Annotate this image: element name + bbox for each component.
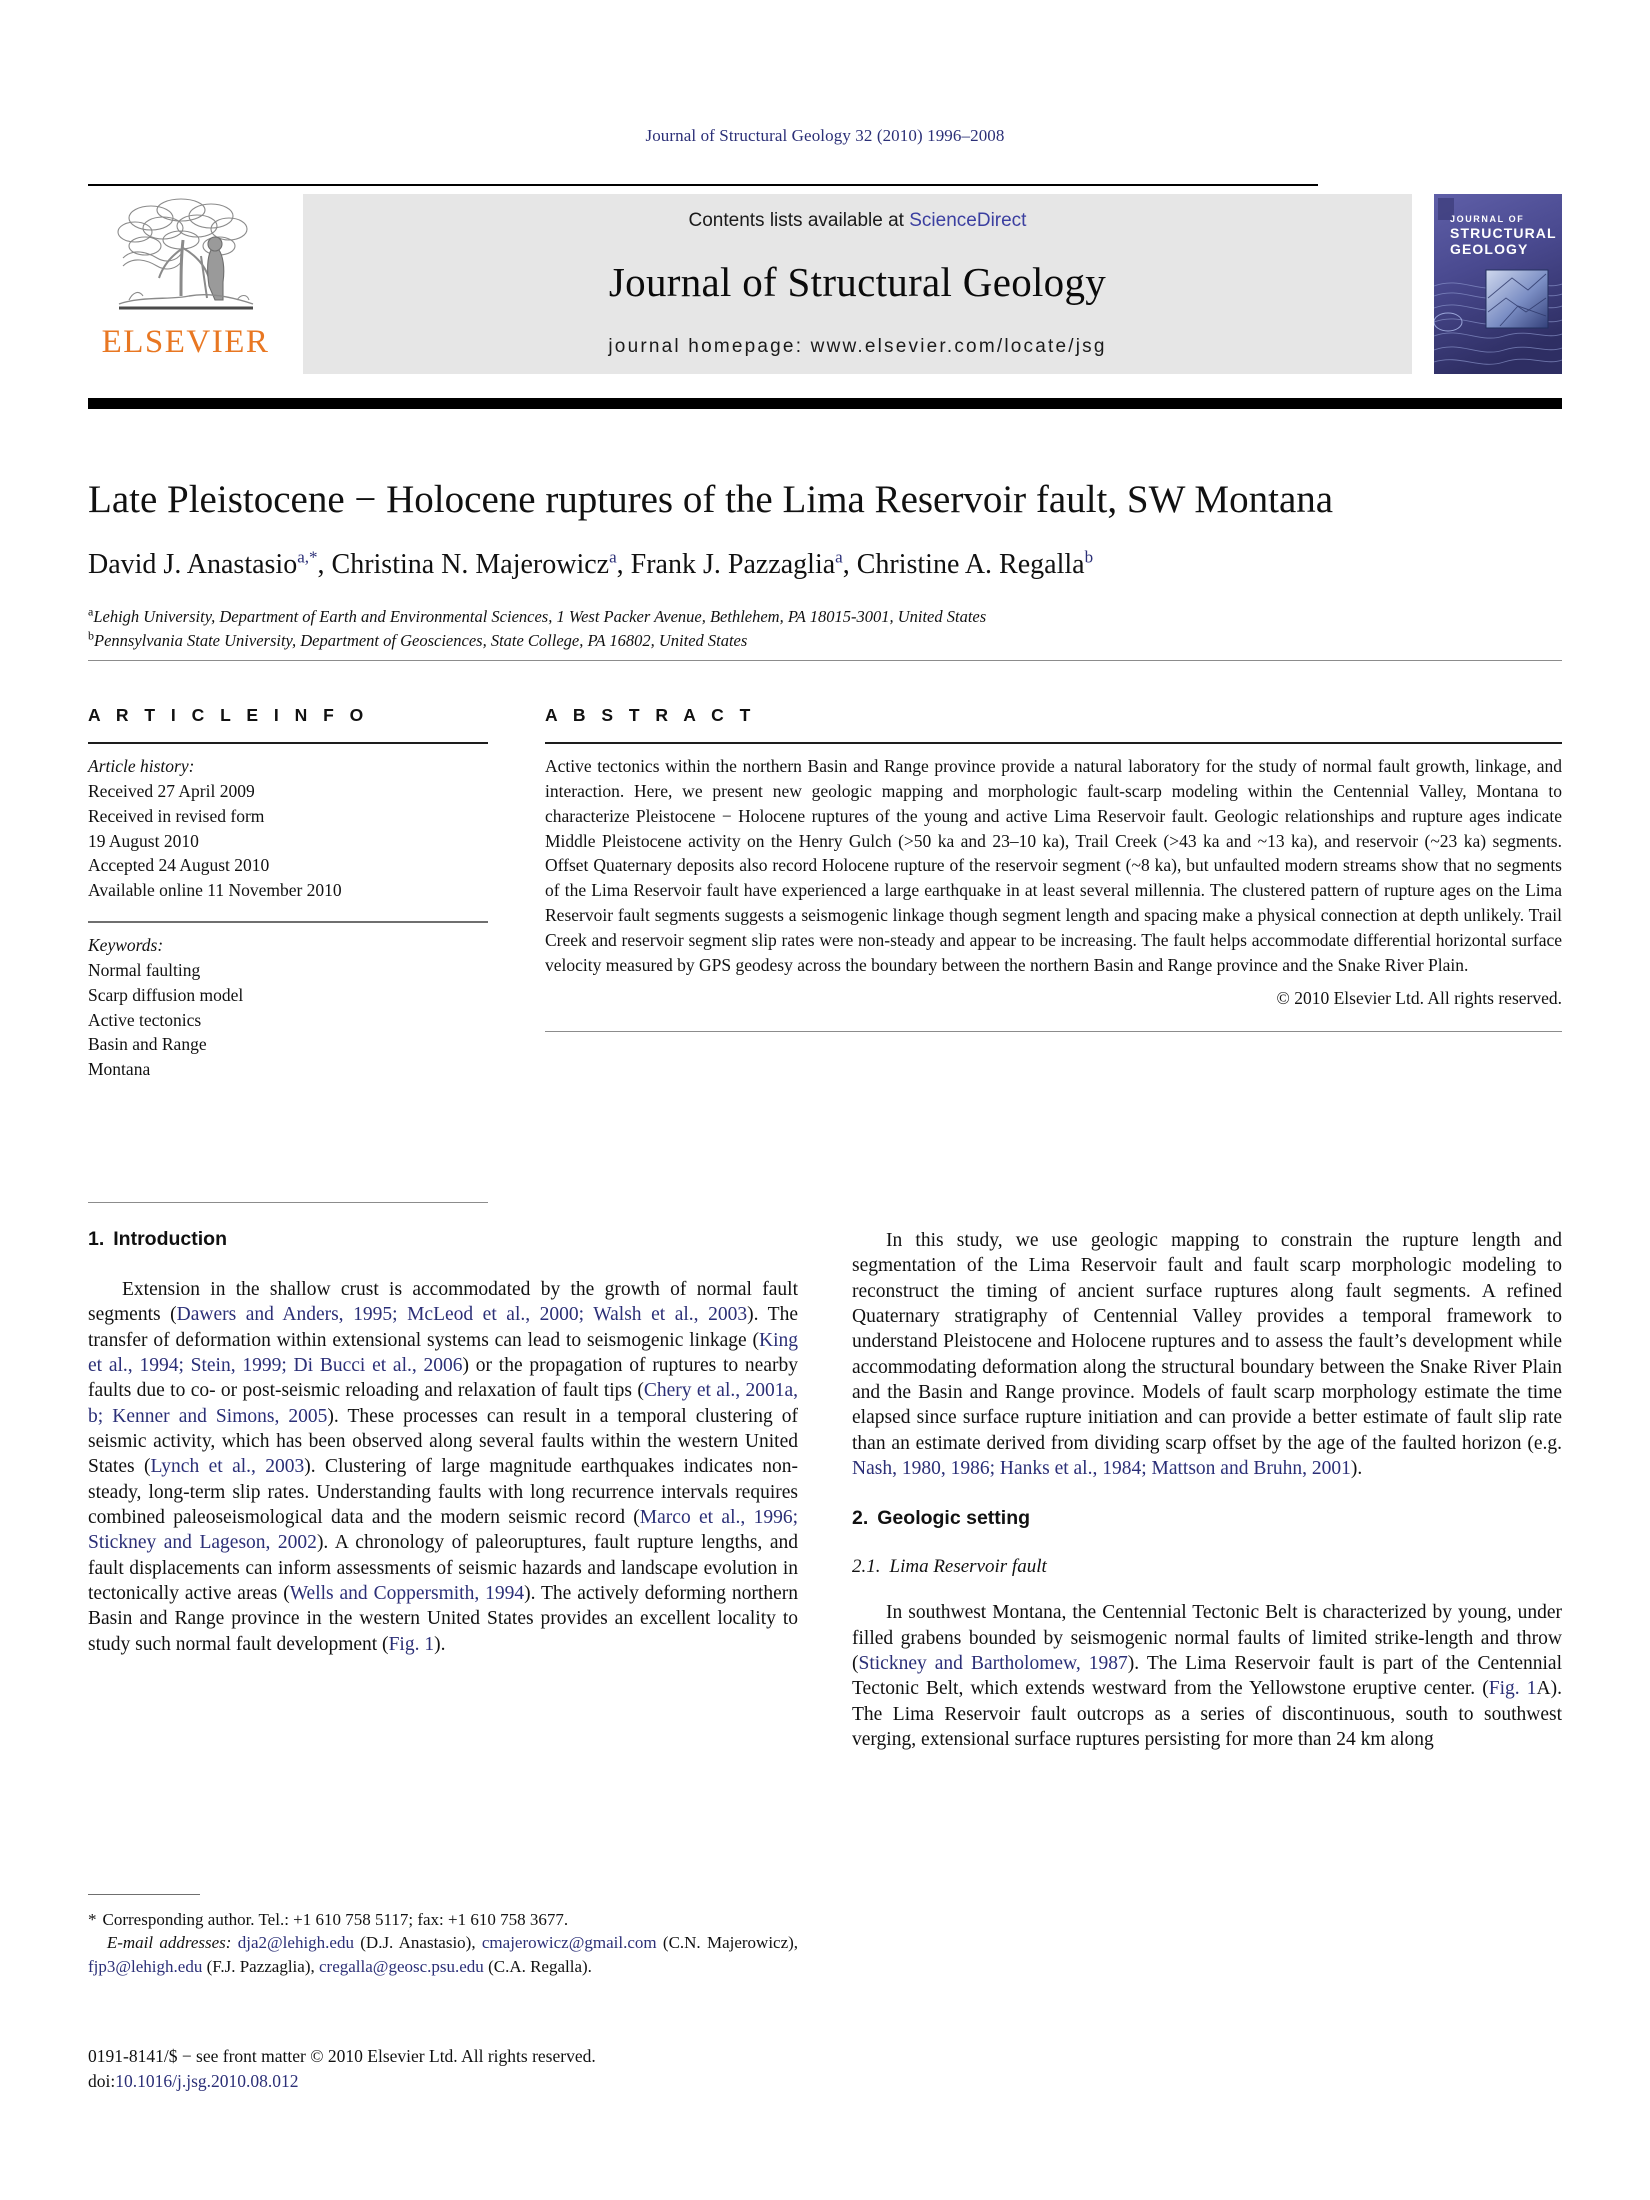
keywords <box>88 933 488 1082</box>
corresponding-author-note <box>88 1908 798 1931</box>
author-4: Christine A. Regalla$^b$ <box>856 547 1094 580</box>
keyword-2: Scarp diffusion model <box>88 984 244 1005</box>
intro-paragraph-1: Extension in the shallow crust is accommodated by the growth of normal fault segments (Dawers and Anders, 1995; McLeod et al., 2000; Walsh et al., 2003). The transfer of deformation within extensional systems can lead to seismogenic linkage (King et al., 1994; Stein, 1999; Di Bucci et al., 2006) or the propagation of ruptures to nearby faults due to co- or post-seismic reloading and relaxation of fault tips (Chery et al., 2001a, b; Kenner and Simons, 2005). These processes can result in a temporal clustering of seismic activity, which has been observed along several faults within the western United States (Lynch et al., 2003). Clustering of large magnitude earthquakes indicates non-steady, long-term slip rates. Understanding faults with long recurrence intervals requires combined paleoseismological data and the modern seismic record (Marco et al., 1996; Stickney and Lageson, 2002). A chronology of paleoruptures, fault rupture lengths, and fault displacements can inform assessments of seismic hazards and landscape evolution in tectonically active areas (Wells and Coppersmith, 1994). The actively deforming northern Basin and Range province in the western United States provides an excellent locality to study such normal fault development (Fig. 1). <box>88 1279 799 1655</box>
keyword-4: Basin and Range <box>88 1034 207 1055</box>
geologic-setting-paragraph-1: In southwest Montana, the Centennial Tectonic Belt is characterized by young, under filled grabens bounded by seismogenic normal faults of limited strike-length and throw (Stickney and Bartholomew, 1987). The Lima Reservoir fault is part of the Centennial Tectonic Belt, which extends westward from the Yellowstone eruptive center. (Fig. 1A). The Lima Reservoir fault outcrops as a series of discontinuous, south to southwest verging, extensional surface ruptures persisting for more than 24 km along <box>852 1602 1562 1751</box>
article-info-rule-mid <box>88 921 488 923</box>
section-heading-introduction <box>88 1228 798 1251</box>
subsection-title-2-1: Lima Reservoir fault <box>889 1556 1047 1578</box>
author-2: Christina N. Majerowicz$^a$ <box>331 547 617 580</box>
author-1: David J. Anastasio$^{a,*}$ <box>88 547 318 580</box>
front-matter-block <box>88 2044 798 2094</box>
footnote-block <box>88 1894 798 1978</box>
abstract-block <box>545 705 1562 1032</box>
issn-front-matter: 0191-8141/$ − see front matter © 2010 Elsevier Ltd. All rights reserved. <box>88 2046 596 2066</box>
corresponding-author-text: Corresponding author. Tel.: +1 610 758 5117; fax: +1 610 758 3677. <box>102 1910 569 1929</box>
author-4-affil-marker: b <box>1084 547 1094 567</box>
email-addresses-note <box>88 1931 798 1978</box>
article-info-heading: A R T I C L E I N F O <box>88 705 369 725</box>
contents-line <box>689 210 1027 232</box>
history-received: Received 27 April 2009 <box>88 780 255 801</box>
abstract-copyright: © 2010 Elsevier Ltd. All rights reserved. <box>1276 987 1562 1008</box>
journal-homepage-link[interactable]: journal homepage: www.elsevier.com/locate/jsg <box>608 336 1107 357</box>
history-revised-date: 19 August 2010 <box>88 830 199 851</box>
body-column-left <box>88 1228 798 1677</box>
email-4-owner: (C.A. Regalla). <box>488 1956 592 1976</box>
footnote-star: * <box>88 1910 97 1929</box>
article-info-block <box>88 705 488 1203</box>
abstract-rule-top <box>545 742 1562 744</box>
journal-banner <box>303 194 1412 374</box>
citation-link[interactable]: Nash, 1980, 1986; Hanks et al., 1984; Mattson and Bruhn, 2001 <box>852 1458 1351 1480</box>
elsevier-wordmark: ELSEVIER <box>101 324 270 360</box>
section-title-2: Geologic setting <box>877 1507 1031 1530</box>
journal-title: Journal of Structural Geology <box>608 259 1107 305</box>
cover-title-line1: JOURNAL OF <box>1450 214 1525 224</box>
section-title-1: Introduction <box>113 1228 227 1250</box>
elsevier-tree-icon <box>111 196 261 324</box>
article-info-rule-top <box>88 742 488 744</box>
email-3-owner: (F.J. Pazzaglia), <box>206 1956 315 1976</box>
history-accepted: Accepted 24 August 2010 <box>88 855 270 876</box>
email-4[interactable]: cregalla@geosc.psu.edu <box>319 1956 484 1976</box>
citation-link[interactable]: Dawers and Anders, 1995; McLeod et al., 2000; Walsh et al., 2003 <box>176 1304 748 1326</box>
doi-label: doi: <box>88 2070 116 2091</box>
abstract-heading: A B S T R A C T <box>545 705 756 725</box>
masthead-top-rule <box>88 184 1318 186</box>
abstract-rule-bottom <box>545 1031 1562 1032</box>
citation-link[interactable]: King et al., 1994; Stein, 1999; Di Bucci et al., 2006 <box>88 1329 798 1377</box>
footnote-rule <box>88 1894 200 1895</box>
intro-paragraph-2: In this study, we use geologic mapping to constrain the rupture length and segmentation of the Lima Reservoir fault and fault scarp morphologic modeling to reconstruct the timing of ancient surface ruptures along fault segments. A refined Quaternary stratigraphy of Centennial Valley provides a temporal framework to understand Pleistocene and Holocene ruptures and to assess the fault’s development while accommodating deformation along the structural boundary between the Snake River Plain and the Basin and Range province. Models of fault scarp morphology estimate the time elapsed since surface rupture initiation and can provide a better estimate of fault slip rate than an estimate derived from dividing scarp offset by the age of the faulted horizon (e.g. Nash, 1980, 1986; Hanks et al., 1984; Mattson and Bruhn, 2001). <box>852 1230 1562 1480</box>
abstract-text: Active tectonics within the northern Basin and Range province provide a natural laboratory for the study of normal fault growth, linkage, and interaction. Here, we present new geologic mapping and morphologic fault-scarp modeling within the Centennial Valley, Montana to characterize Pleistocene − Holocene ruptures of the young and active Lima Reservoir fault. Geologic relationships and rupture ages indicate Middle Pleistocene activity on the Henry Gulch (>50 ka and 23–10 ka), Trail Creek (>43 ka and ~13 ka), and reservoir (~23 ka) segments. Offset Quaternary deposits also record Holocene rupture of the reservoir segment (~8 ka), but unfaulted modern streams show that no segments of the Lima Reservoir fault have experienced a large earthquake in at least several millennia. The clustered pattern of rupture ages on the Lima Reservoir fault segments suggests a seismogenic linkage though segment length and spacing make a physical connection at depth unlikely. Trail Creek and reservoir segment slip rates were non-steady and appear to be increasing. The fault helps accommodate differential horizontal surface velocity measured by GPS geodesy across the boundary between the northern Basin and Range province and the Snake River Plain. <box>545 756 1562 975</box>
email-1-owner: (D.J. Anastasio), <box>360 1933 476 1953</box>
citation-link[interactable]: Fig. 1 <box>1488 1678 1537 1700</box>
email-addresses-label: E-mail addresses: <box>106 1933 232 1953</box>
affiliation-b: $^b$Pennsylvania State University, Department of Geosciences, State College, PA 16802, United States <box>88 628 748 650</box>
keyword-3: Active tectonics <box>88 1009 202 1030</box>
history-available-online: Available online 11 November 2010 <box>88 880 342 901</box>
doi-line <box>88 2069 798 2094</box>
article-history <box>88 754 488 903</box>
cover-title-line2: STRUCTURAL <box>1450 225 1557 241</box>
elsevier-logo <box>88 194 283 390</box>
page-title: Late Pleistocene − Holocene ruptures of the Lima Reservoir fault, SW Montana <box>88 478 1334 521</box>
email-2[interactable]: cmajerowicz@gmail.com <box>481 1933 657 1953</box>
journal-cover-thumbnail[interactable] <box>1434 194 1562 374</box>
affiliation-divider <box>88 660 1562 661</box>
cover-title-line3: GEOLOGY <box>1450 241 1529 257</box>
email-2-owner: (C.N. Majerowicz), <box>662 1933 799 1953</box>
journal-cover-art <box>1434 194 1562 374</box>
sciencedirect-link[interactable]: ScienceDirect <box>909 210 1027 231</box>
subsection-heading-lima-reservoir-fault <box>852 1556 1562 1578</box>
email-3[interactable]: fjp3@lehigh.edu <box>88 1956 203 1976</box>
citation-link[interactable]: Stickney and Bartholomew, 1987 <box>858 1653 1128 1675</box>
masthead-bottom-rule <box>88 398 1562 409</box>
citation-link[interactable]: Wells and Coppersmith, 1994 <box>289 1583 525 1605</box>
section-number-2: 2. <box>852 1507 869 1530</box>
affiliations <box>88 605 1568 653</box>
article-info-rule-bottom <box>88 1202 488 1203</box>
history-revised-label: Received in revised form <box>88 805 265 826</box>
email-1[interactable]: dja2@lehigh.edu <box>237 1933 354 1953</box>
author-1-affil-marker: a,* <box>297 547 318 567</box>
article-history-label: Article history: <box>88 756 195 776</box>
body-column-right <box>852 1228 1562 1773</box>
section-number-1: 1. <box>88 1228 105 1250</box>
keyword-1: Normal faulting <box>88 959 201 980</box>
author-3: Frank J. Pazzaglia$^a$ <box>630 547 843 580</box>
subsection-number-2-1: 2.1. <box>852 1556 881 1578</box>
doi-value[interactable]: 10.1016/j.jsg.2010.08.012 <box>115 2070 299 2091</box>
citation-link[interactable]: Marco et al., 1996; Stickney and Lageson, 2002 <box>88 1507 798 1554</box>
citation-link[interactable]: Lynch et al., 2003 <box>150 1456 305 1478</box>
citation-link[interactable]: Chery et al., 2001a, b; Kenner and Simons, 2005 <box>88 1380 798 1427</box>
author-3-affil-marker: a <box>835 547 843 567</box>
keywords-label: Keywords: <box>88 935 164 956</box>
keyword-5: Montana <box>88 1059 151 1080</box>
contents-prefix: Contents lists available at <box>688 210 910 231</box>
author-list: David J. Anastasio$^{a,*}$, Christina N. Majerowicz$^a$, Frank J. Pazzaglia$^a$, Christine A. Regalla$^b$ <box>88 547 1094 580</box>
affiliation-a: $^a$Lehigh University, Department of Earth and Environmental Sciences, 1 West Packer Avenue, Bethlehem, PA 18015-3001, United States <box>88 604 987 626</box>
journal-masthead <box>88 184 1562 409</box>
citation-link[interactable]: Fig. 1 <box>388 1633 435 1655</box>
running-head: Journal of Structural Geology 32 (2010) 1996–2008 <box>645 126 1005 145</box>
section-heading-geologic-setting <box>852 1507 1562 1530</box>
author-2-affil-marker: a <box>609 547 617 567</box>
